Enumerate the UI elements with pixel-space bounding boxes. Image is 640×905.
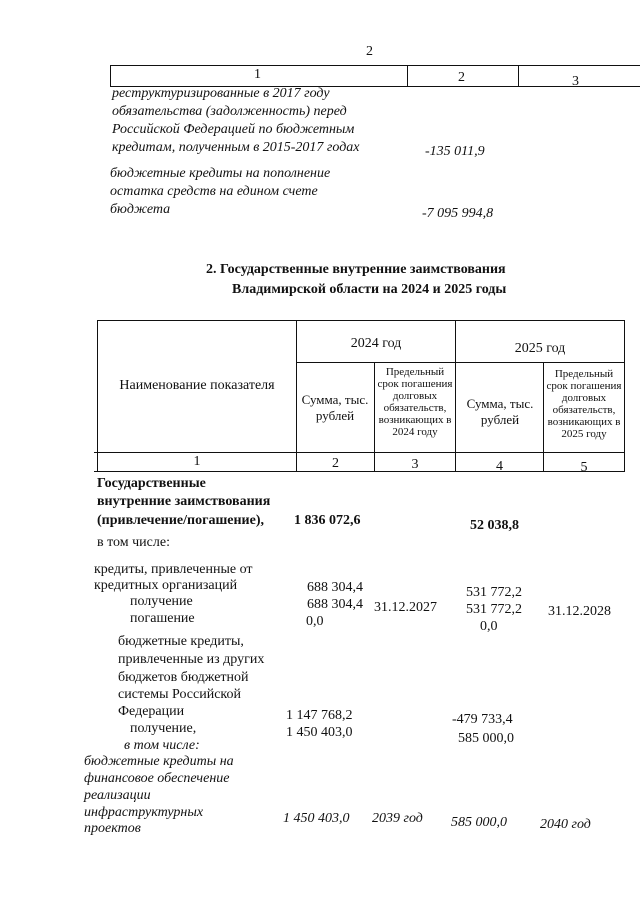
credit-org-term-2025: 31.12.2028 (548, 604, 611, 619)
col-number: 2 (332, 456, 339, 471)
budget-credits-2024-receive: 1 450 403,0 (286, 725, 353, 740)
table-rule (94, 452, 625, 453)
infra-label: реализации (84, 788, 151, 803)
header-sum-2024: Сумма, тыс. рублей (301, 392, 369, 423)
page-number: 2 (366, 44, 373, 59)
credit-org-2025-receive: 531 772,2 (466, 602, 522, 617)
top-col-number: 2 (458, 70, 465, 85)
row-value: -7 095 994,8 (422, 206, 494, 221)
receive-label: получение (130, 594, 193, 609)
col-number: 1 (193, 454, 201, 469)
main-row-label: Государственные (97, 476, 206, 491)
infra-label: бюджетные кредиты на (84, 754, 234, 769)
infra-label: проектов (84, 821, 141, 836)
infra-term-2024: 2039 год (372, 811, 423, 826)
budget-credits-label: системы Российской (118, 687, 242, 702)
main-row-label: (привлечение/погашение), (97, 513, 264, 528)
top-table-divider (407, 65, 408, 87)
header-sum-2025: Сумма, тыс. рублей (466, 396, 534, 427)
budget-credits-2025-receive: 585 000,0 (458, 731, 514, 746)
including-label: в том числе: (124, 738, 200, 753)
col-number: 5 (580, 460, 588, 475)
section-title: Владимирской области на 2024 и 2025 годы (232, 282, 507, 297)
budget-credits-label: привлеченные из других (118, 652, 265, 667)
table-divider (374, 362, 375, 472)
credit-org-2025: 531 772,2 (466, 585, 522, 600)
credit-org-2024: 688 304,4 (307, 580, 363, 595)
table-divider (624, 320, 625, 472)
row-value: -135 011,9 (425, 144, 485, 159)
main-sum-2025: 52 038,8 (470, 518, 519, 533)
row-label-line: Российской Федерацией по бюджетным (112, 122, 355, 137)
col-number: 3 (411, 457, 419, 472)
credit-org-term-2024: 31.12.2027 (374, 600, 437, 615)
infra-label: инфраструктурных (84, 805, 204, 820)
budget-credits-label: бюджетов бюджетной (118, 670, 249, 685)
table-divider (543, 362, 544, 472)
header-indicator-name: Наименование показателя (119, 378, 275, 393)
header-term-2024: Предельный срок погашения долговых обязательств, возникающих в 2024 году (377, 366, 453, 438)
row-label-line: бюджетные кредиты на пополнение (110, 166, 331, 181)
main-sum-2024: 1 836 072,6 (294, 513, 361, 528)
budget-credits-label: бюджетные кредиты, (118, 634, 244, 649)
including-label: в том числе: (97, 535, 170, 550)
section-title: 2. Государственные внутренние заимствования (206, 262, 506, 277)
header-year-2024: 2024 год (350, 336, 402, 351)
credit-org-2024-repay: 0,0 (306, 614, 324, 629)
row-label-line: кредитам, полученным в 2015-2017 годах (112, 140, 360, 155)
row-label-line: бюджета (110, 202, 171, 217)
row-label-line: остатка средств на едином счете (110, 184, 318, 199)
receive-label: получение, (130, 721, 197, 736)
infra-sum-2025: 585 000,0 (451, 815, 507, 830)
header-year-2025: 2025 год (514, 341, 566, 356)
table-divider (97, 320, 98, 472)
infra-sum-2024: 1 450 403,0 (283, 811, 350, 826)
top-table-divider (110, 65, 111, 87)
credit-org-2025-repay: 0,0 (480, 619, 498, 634)
credit-org-2024-receive: 688 304,4 (307, 597, 363, 612)
infra-label: финансовое обеспечение (84, 771, 230, 786)
top-col-number: 3 (572, 74, 579, 89)
budget-credits-2025: -479 733,4 (452, 712, 513, 727)
infra-term-2025: 2040 год (540, 817, 591, 832)
table-rule (97, 320, 625, 321)
credit-org-label: кредитных организаций (94, 578, 238, 593)
col-number: 4 (496, 459, 503, 474)
row-label-line: реструктуризированные в 2017 году (112, 86, 330, 101)
table-rule (296, 362, 625, 363)
budget-credits-label: Федерации (118, 704, 185, 719)
credit-org-label: кредиты, привлеченные от (94, 562, 253, 577)
top-table-rule-top (110, 65, 640, 66)
header-term-2025: Предельный срок погашения долговых обязательств, возникающих в 2025 году (546, 368, 622, 440)
row-label-line: обязательства (задолженность) перед (112, 104, 347, 119)
repay-label: погашение (130, 611, 195, 626)
budget-credits-2024: 1 147 768,2 (286, 708, 353, 723)
main-row-label: внутренние заимствования (97, 494, 271, 509)
top-table-divider (518, 65, 519, 87)
top-col-number: 1 (254, 67, 261, 82)
